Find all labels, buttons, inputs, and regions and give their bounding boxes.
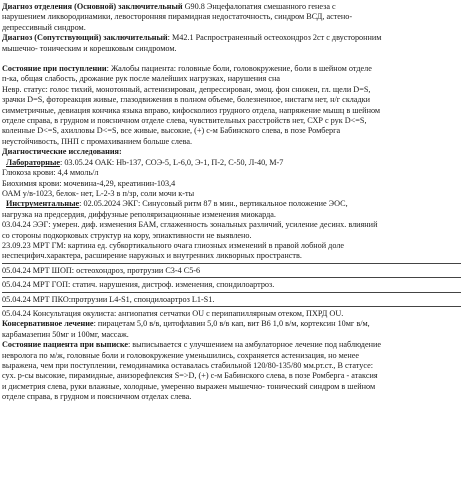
glucose-line: Глюкоза крови: 4,4 ммоль/л [2,168,99,178]
treatment-line-1: Консервативное лечение: пирацетам 5,0 в/в, цитофлавин 5,0 в/в кап, вит В6 1,0 в/м, кортексин 10мг в/м, [2,319,370,329]
treatment-label: Консервативное лечение [2,319,94,329]
admission-line-2: п-ка, общая слабость, дрожание рук после малейших нагрузках, нарушения сна [2,74,281,84]
treatment-section [2,319,461,340]
divider [2,292,461,293]
mri-thoracic-line: 05.04.24 МРТ ГОП: статич. нарушения, дистроф. изменения, спондилоартроз. [2,280,275,290]
concomitant-diagnosis-label: Диагноз (Сопутствующий) заключительный [2,33,168,43]
instrumental-line-1: Инструментальные: 02.05.2024 ЭКГ: Синусовый ритм 87 в мин., вертикальное положение ЭОС, [6,199,348,209]
mri-cervical-line: 05.04.24 МРТ ШОП: остеохондроз, протрузии С3-4 С5-6 [2,265,201,275]
treatment-line-2: карбамазепин 50мг и 100мг, массаж. [2,329,129,339]
admission-label: Состояние при поступлении [2,64,107,74]
concomitant-diagnosis-section [2,33,461,54]
discharge-label: Состояние пациента при выписке [2,340,128,350]
admission-line-5: симметричные, девиация кончика языка вправо, кифосколиоз грудного отдела, напряжение мышц в шейном [2,105,381,115]
divider [2,277,461,278]
main-diagnosis-line-2: нарушением ликвородинамики, левосторонняя пирамидная недостаточность, синдром ВСД, астено- [2,12,353,22]
discharge-line-3: выражена, чем при поступлении, гемодинамика оставалась стабильной 120/80-135/80 мм.рт.ст., В статусе: [2,361,373,370]
mri-brain-line-1: 23.09.23 МРТ ГМ: картина ед. субкортикального очага глиозных изменений в правой лобной доле [2,240,345,250]
admission-line-4: зрачки D=S, фотореакция живые, глазодвижения в полном объеме, болезненное, нистагм нет, н/г складки [2,95,371,105]
lab-label: Лабораторные [6,157,61,167]
instrumental-line-2: нагрузка на предсердия, диффузные реполяризационные изменения миокарда. [2,209,276,219]
concomitant-diagnosis-line-1: Диагноз (Сопутствующий) заключительный: M42.1 Распространенный остеохондроз 2ст с двусторонним [2,33,382,43]
lab-line-1: Лабораторные: 03.05.24 ОАК: Hb-137, СОЭ-5, L-6,0, Э-1, П-2, С-50, Л-40, М-7 [6,157,284,167]
main-diagnosis-line-1: Диагноз отделения (Основной) заключительный G90.8 Энцефалопатия смешанного генеза с [2,2,336,11]
admission-line-6: отделе справа, в грудном и поясничном отделе слева, чувствительных расстройств нет, СХР с рук D<=S, [2,116,367,126]
diagnostics-heading: Диагностические исследования: [2,147,122,157]
admission-line-7: коленные D<=S, ахилловы D<=S, все живые, высокие, (+) с-м Бабинского слева, в позе Ромберга [2,126,341,136]
mri-lumbar-line: 05.04.24 МРТ ПКО:протрузии L4-S1, спондилоартроз L1-S1. [2,294,215,304]
consultation-line: 05.04.24 Консультация окулиста: ангиопатия сетчатки OU с перипапиллярным отеком, ПХРД OU. [2,308,344,318]
divider [2,306,461,307]
eeg-line-1: 03.04.24 ЭЭГ: умерен. диф. изменения БАМ, сглаженность зональных различий, усиление десинх. влияний [2,220,378,230]
divider [2,263,461,264]
urinalysis-line: ОАМ у/в-1023, белок- нет, L-2-3 в п/зр, соли мочи к-ты [2,188,195,198]
discharge-line-2: невролога по м/ж, головные боли и головокружение уменьшились, сохраняется астенизация, но менее [2,350,360,360]
diagnostics-section [2,147,461,319]
main-diagnosis-line-3: депрессивный синдром. [2,22,86,32]
discharge-status-section [2,340,461,402]
admission-line-1: Состояние при поступлении: Жалобы пациента: головные боли, головокружение, боли в шейном отделе [2,64,372,74]
main-diagnosis-label: Диагноз отделения (Основной) заключительный [2,2,183,11]
instrumental-label: Инструментальные [6,199,80,209]
eeg-line-2: со стороны подкорковых структур на кору, эпиактивности не выявлено. [2,230,252,240]
discharge-line-5: и дисметрия слева, руки влажные, холодные, умеренно выражен мышечно- тонический синдром в шейном [2,381,376,391]
admission-line-3: Невр. статус: голос тихий, монотонный, астенизирован, депрессирован, эмоц. фон снижен, гл. щели D=S, [2,84,371,94]
concomitant-diagnosis-line-2: мышечно- тоническим и корешковым синдромом. [2,43,177,53]
main-diagnosis-section [2,2,461,33]
admission-status-section [2,64,461,147]
admission-line-8: неустойчивость, ПНП с промахиванием больше слева. [2,136,193,146]
mri-brain-line-2: неспецифич.характера, расширение наружных и внутренних ликворных пространств. [2,251,302,261]
discharge-line-6: отделе справа, в грудном и поясничном отделах слева. [2,392,192,402]
biochemistry-line: Биохимия крови: мочевина-4,29, креатинин-103,4 [2,178,176,188]
discharge-line-4: сух. р-сы высокие, пирамидные, анизорефлексия S=>D, (+) с-м Бабинского слева, в позе Ромберга - атаксия [2,371,378,381]
discharge-line-1: Состояние пациента при выписке: выписывается с улучшением на амбулаторное лечение под наблюдение [2,340,381,350]
